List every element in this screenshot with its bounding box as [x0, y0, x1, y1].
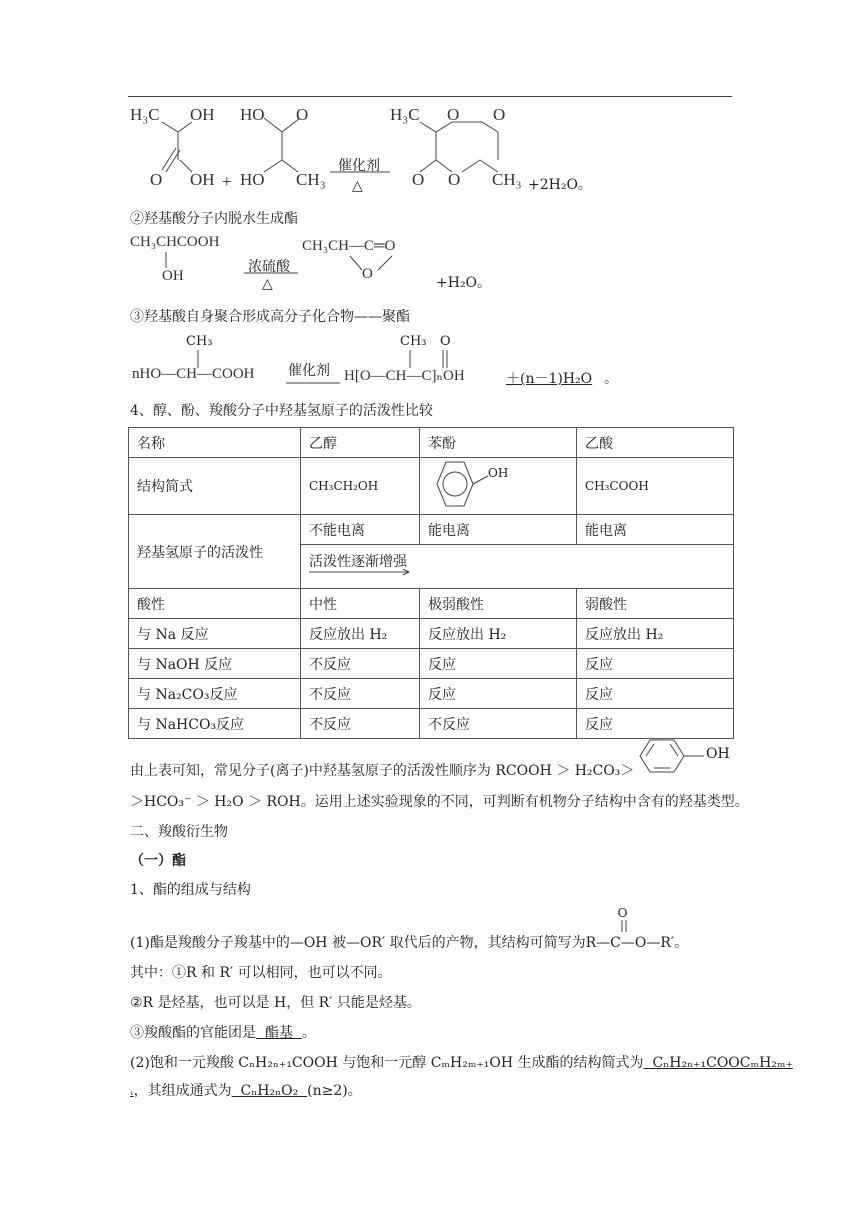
table-header-cell: 乙醇	[301, 428, 420, 458]
table-header-cell: 苯酚	[420, 428, 577, 458]
r1-p-o3: O	[412, 170, 425, 189]
table-row	[129, 589, 734, 619]
ester-p1-text: (1)酯是羧酸分子羧基中的—OH 被—OR′ 取代后的产物，其结构可简写为	[130, 935, 586, 951]
r3-ch3-top: CH₃	[186, 334, 213, 349]
table-row-label: 羟基氢原子的活泼性	[129, 515, 301, 589]
ester-heading: 1、酯的组成与结构	[130, 882, 251, 898]
ethanol-formula: CH₃CH₂OH	[301, 458, 420, 515]
r1-p-o4: O	[448, 170, 461, 189]
item-2-title: ②羟基酸分子内脱水生成酯	[130, 211, 298, 227]
ester-p1-o: O	[617, 906, 628, 920]
table-row-activity	[129, 515, 734, 545]
r2-conditions: 浓硫酸	[248, 259, 290, 275]
table-cell: 弱酸性	[577, 589, 734, 619]
r1-byproduct: +2H₂O。	[528, 177, 592, 193]
r2-product: CH₃CH—C═O	[302, 238, 396, 254]
r1-ho2: HO	[240, 170, 265, 189]
r3-o-top-p: O	[440, 334, 451, 349]
table-row	[129, 709, 734, 739]
r1-o2: O	[296, 105, 309, 124]
table-cell: 中性	[301, 589, 420, 619]
subsection-one-title: （一）酯	[130, 853, 186, 869]
r1-oh2: OH	[190, 170, 215, 189]
r1-p-ch3: CH₃	[492, 170, 522, 189]
conclusion-oh: OH	[706, 746, 730, 762]
r3-byproduct: ＋(n－1)H₂O	[506, 371, 593, 387]
ester-p4-answer: 酯基	[256, 1025, 302, 1041]
table-row-formula	[129, 458, 734, 515]
r3-ch3-top-p: CH₃	[400, 334, 427, 349]
section-two-title: 二、羧酸衍生物	[130, 824, 228, 840]
table-cell: 能电离	[577, 515, 734, 545]
ester-p5-cont	[130, 1080, 362, 1100]
ester-p4-text: ③羧酸酯的官能团是	[130, 1025, 256, 1041]
ester-p5-end: (n≥2)。	[307, 1083, 362, 1099]
r1-h3c: H₃C	[130, 105, 160, 124]
r1-plus: +	[222, 172, 232, 191]
trend-text: 活泼性逐渐增强	[309, 554, 407, 570]
table-header-row	[129, 428, 734, 458]
r3-catalyst: 催化剂	[288, 363, 330, 379]
r3-reactant: nHO—CH—COOH	[132, 366, 255, 382]
table-cell: 反应放出 H₂	[420, 619, 577, 649]
r1-ho: HO	[240, 105, 265, 124]
r2-oh: OH	[162, 268, 184, 284]
ester-p1	[130, 906, 689, 952]
ester-p5-answer2: CₙH₂ₙO₂	[231, 1083, 308, 1099]
table-cell: 不反应	[301, 679, 420, 709]
table-cell: 极弱酸性	[420, 589, 577, 619]
r2-heat: △	[262, 276, 273, 292]
r1-catalyst: 催化剂	[338, 158, 380, 174]
trend-arrow-icon	[309, 569, 419, 577]
r2-byproduct: +H₂O。	[436, 275, 492, 291]
r2-o-ring: O	[362, 266, 373, 282]
ester-p1-formula: R—C—O—R′。	[585, 935, 689, 951]
r1-p-o1: O	[447, 105, 460, 124]
ester-p5-mid: ，其组成通式为	[133, 1083, 232, 1099]
phenol-oh: OH	[488, 466, 509, 480]
ester-p5	[130, 1052, 793, 1072]
r1-heat: △	[352, 178, 363, 194]
r3-product: H[O—CH—C]ₙOH	[344, 368, 465, 384]
ester-p5-answer-tail: ₁	[130, 1088, 134, 1098]
r1-p-h3c: H₃C	[390, 105, 420, 124]
ester-p5-text: (2)饱和一元羧酸 CₙH₂ₙ₊₁COOH 与饱和一元醇 CₘH₂ₘ₊₁OH 生成酯的结构简式为	[130, 1055, 644, 1071]
r2-reactant: CH₃CHCOOH	[130, 234, 220, 250]
table-cell: 与 NaHCO₃反应	[129, 709, 301, 739]
table-cell: 与 Na 反应	[129, 619, 301, 649]
table-cell: 反应	[420, 679, 577, 709]
table-cell: 反应	[420, 649, 577, 679]
r1-oh: OH	[190, 105, 215, 124]
table-cell: 反应放出 H₂	[577, 619, 734, 649]
table-cell: 反应放出 H₂	[301, 619, 420, 649]
phenol-structure-cell	[420, 458, 577, 515]
table-row	[129, 679, 734, 709]
ester-p5-answer: CₙH₂ₙ₊₁COOCₘH₂ₘ₊	[643, 1055, 793, 1071]
table-row-label: 结构简式	[129, 458, 301, 515]
ester-p4-end: 。	[301, 1025, 316, 1041]
table-cell: 不反应	[420, 709, 577, 739]
r1-p-o2: O	[493, 105, 506, 124]
r3-bonds	[0, 0, 860, 400]
r1-o: O	[150, 170, 163, 189]
table-cell: 反应	[577, 649, 734, 679]
ester-p3: ②R 是烃基，也可以是 H，但 R′ 只能是烃基。	[130, 995, 421, 1011]
section-4-title: 4、醇、酚、羧酸分子中羟基氢原子的活泼性比较	[130, 403, 433, 419]
conclusion-line-2: ＞HCO₃⁻ ＞ H₂O ＞ ROH。运用上述实验现象的不同，可判断有机物分子结构中含有的羟基类型。	[130, 794, 749, 810]
table-cell: 与 NaOH 反应	[129, 649, 301, 679]
table-cell: 能电离	[420, 515, 577, 545]
table-cell: 不反应	[301, 649, 420, 679]
ester-p2: 其中：①R 和 R′ 可以相同，也可以不同。	[130, 965, 392, 981]
table-cell: 反应	[577, 709, 734, 739]
trend-cell	[301, 545, 734, 589]
r3-end: 。	[604, 371, 618, 387]
acid-formula: CH₃COOH	[577, 458, 734, 515]
table-row	[129, 619, 734, 649]
item-3-title: ③羟基酸自身聚合形成高分子化合物——聚酯	[130, 309, 410, 325]
table-cell: 不反应	[301, 709, 420, 739]
ester-double-bond	[619, 920, 629, 934]
table-cell: 与 Na₂CO₃反应	[129, 679, 301, 709]
table-header-cell: 名称	[129, 428, 301, 458]
r1-ch3: CH₃	[296, 170, 326, 189]
ester-p4	[130, 1022, 316, 1042]
conclusion-line-1: 由上表可知，常见分子(离子)中羟基氢原子的活泼性顺序为 RCOOH ＞ H₂CO₃＞	[130, 763, 635, 779]
table-header-cell: 乙酸	[577, 428, 734, 458]
table-cell: 反应	[577, 679, 734, 709]
table-cell: 不能电离	[301, 515, 420, 545]
table-cell: 酸性	[129, 589, 301, 619]
conclusion-benzene-icon	[634, 736, 714, 776]
comparison-table	[128, 427, 734, 739]
table-row	[129, 649, 734, 679]
